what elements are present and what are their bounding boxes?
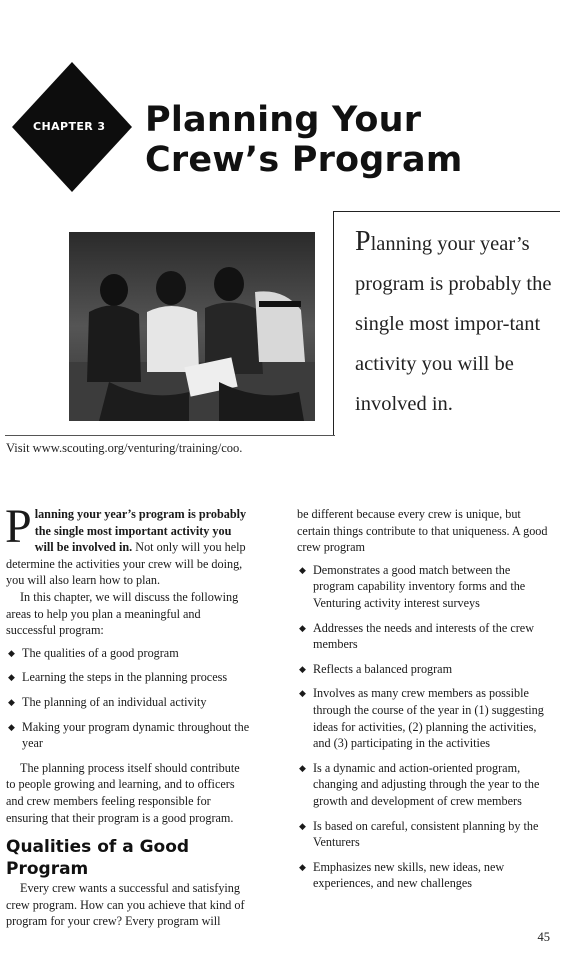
planning-process-paragraph: The planning process itself should contribute to people growing and learning, and to officers and crew members feeling responsible for ensuring that their program is a good program.	[6, 760, 240, 825]
quote-rule-top	[333, 211, 560, 212]
list-item: ◆ Addresses the needs and interests of the crew members	[299, 620, 534, 652]
chapter-title	[145, 100, 463, 180]
chapter-label: CHAPTER 3	[33, 120, 106, 133]
bullet-icon: ◆	[299, 861, 306, 872]
list-item: ◆ Learning the steps in the planning process	[8, 670, 228, 685]
list-item: ◆ Is based on careful, consistent planning by the Venturers	[299, 818, 539, 850]
areas-paragraph: In this chapter, we will discuss the following areas to help you plan a meaningful and successful program:	[6, 589, 239, 638]
bullet-icon: ◆	[8, 647, 15, 658]
bullet-icon: ◆	[299, 688, 306, 699]
left-column	[5, 500, 252, 930]
intro-bold-text: lanning your year’s program is probably the single most important activity you will be involved in.	[34, 507, 247, 555]
right-column	[297, 506, 550, 900]
list-item: ◆ The planning of an individual activity	[8, 694, 207, 709]
areas-list	[6, 645, 252, 752]
list-item: ◆ Making your program dynamic throughout the year	[8, 719, 250, 751]
list-item: ◆ Involves as many crew members as possible through the course of the year in (1) suggesting ideas for activities, (2) planning the activities, and (3) participating in the activities	[299, 686, 544, 751]
bullet-icon: ◆	[8, 672, 15, 683]
list-item: ◆ Is a dynamic and action-oriented program, changing and adjusting through the year to the growth and development of crew members	[299, 760, 540, 808]
page-number: 45	[537, 930, 550, 944]
quote-rule-left	[333, 211, 334, 436]
visit-link-caption: Visit www.scouting.org/venturing/training/coo.	[6, 441, 243, 455]
list-item: ◆ The qualities of a good program	[8, 645, 179, 660]
pull-quote: Planning your year’s program is probably the single most impor-tant activity you will be involved in.	[355, 226, 552, 415]
qualities-paragraph: Every crew wants a successful and satisfying crew program. How can you achieve that kind of program for your crew? Every program will	[6, 881, 245, 929]
bullet-icon: ◆	[299, 663, 306, 674]
qualities-list	[297, 562, 550, 892]
list-item: ◆ Demonstrates a good match between the program capability inventory forms and the Venturing activity interest surveys	[299, 562, 526, 610]
bullet-icon: ◆	[8, 696, 15, 707]
bullet-icon: ◆	[299, 564, 306, 575]
drop-cap: P	[5, 500, 32, 553]
bullet-icon: ◆	[299, 820, 306, 831]
list-item: ◆ Emphasizes new skills, new ideas, new experiences, and new challenges	[299, 859, 505, 891]
continuation-paragraph: be different because every crew is unique, but certain things contribute to that uniqueness. A good crew program	[297, 507, 548, 555]
title-line-2: Crew’s Program	[145, 140, 463, 180]
section-heading: Qualities of a Good Program	[6, 837, 190, 880]
list-item: ◆ Reflects a balanced program	[299, 661, 453, 676]
intro-paragraph	[5, 500, 252, 589]
bullet-icon: ◆	[299, 762, 306, 773]
photo-rule-bottom	[5, 435, 335, 436]
title-line-1: Planning Your	[145, 100, 422, 140]
intro-rest-text: Not only will you help determine the activities your crew will be doing, you will also learn how to plan.	[6, 540, 246, 588]
group-photo-image	[69, 232, 315, 421]
bullet-icon: ◆	[299, 622, 306, 633]
bullet-icon: ◆	[8, 721, 15, 732]
